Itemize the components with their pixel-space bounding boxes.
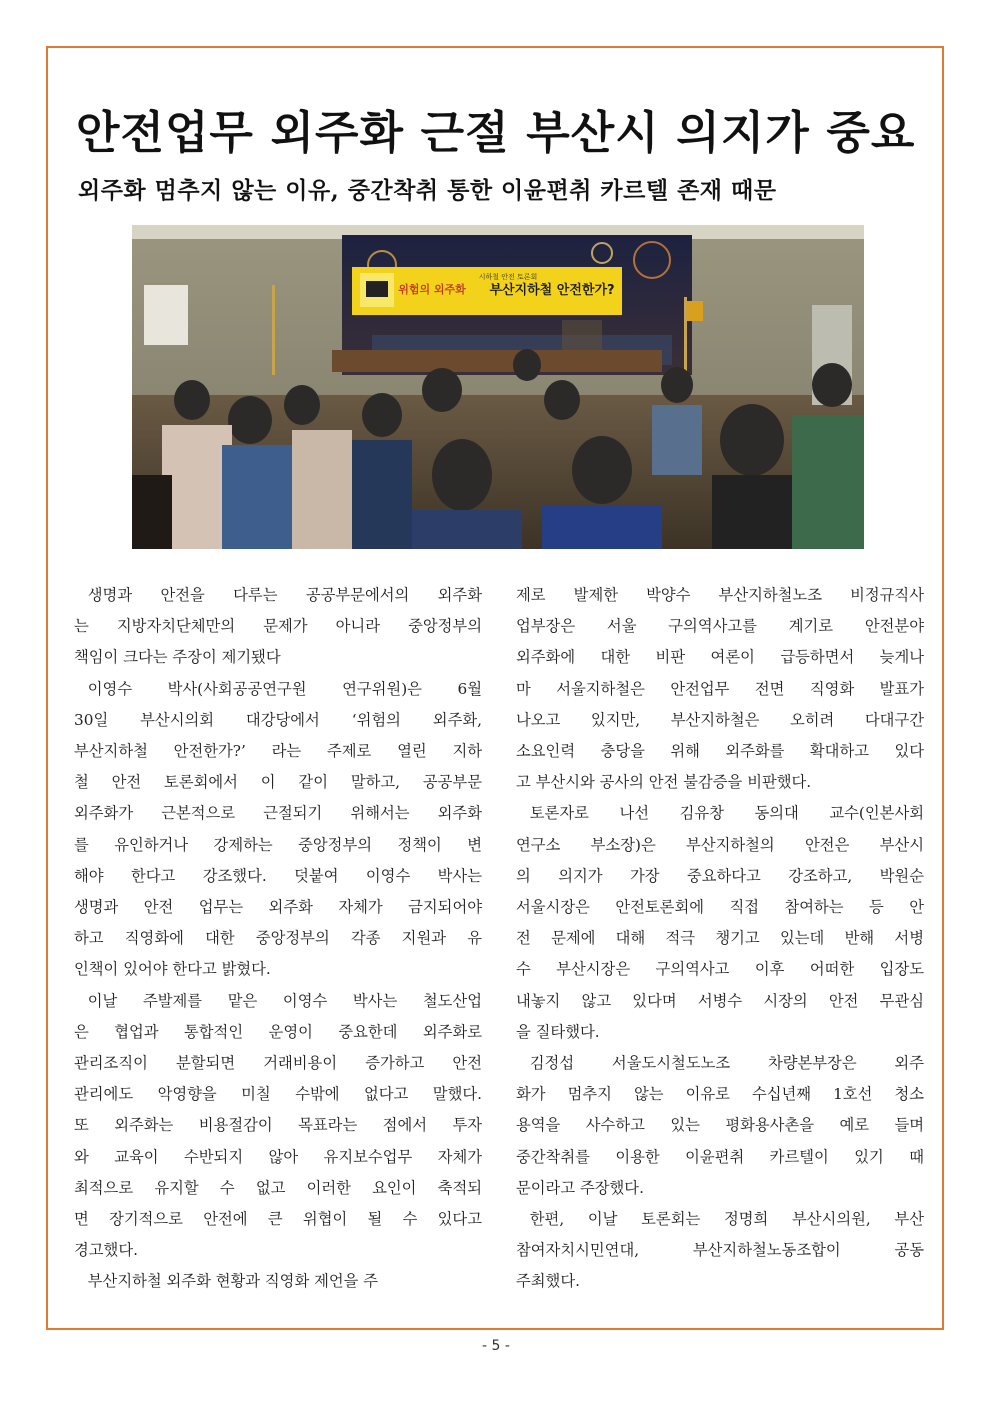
- text-line: 중간착취를 이용한 이윤편취 카르텔이 있기 때: [516, 1147, 924, 1166]
- text-line: 연구소 부소장)은 부산지하철의 안전은 부산시: [516, 835, 924, 854]
- text-line: 책임이 크다는 주장이 제기됐다: [74, 648, 281, 667]
- text-line: 는 지방자치단체만의 문제가 아니라 중앙정부의: [74, 617, 482, 636]
- text-line: 고 부산시와 공사의 안전 불감증을 비판했다.: [516, 773, 812, 792]
- text-line: 서울시장은 안전토론회에 직접 참여하는 등 안: [516, 898, 924, 917]
- body-column-left: [74, 580, 482, 1298]
- text-line: 소요인력 충당을 위해 외주화를 확대하고 있다: [516, 742, 924, 761]
- text-line: 와 교육이 수반되지 않아 유지보수업무 자체가: [74, 1147, 482, 1166]
- text-line: 부산지하철 안전한가?’ 라는 주제로 열린 지하: [74, 742, 482, 761]
- text-line: 주최했다.: [516, 1272, 580, 1291]
- text-line: 생명과 안전 업무는 외주화 자체가 금지되어야: [74, 898, 482, 917]
- text-line: 30일 부산시의회 대강당에서 ‘위험의 외주화,: [74, 710, 482, 729]
- text-line: 부산지하철 외주화 현황과 직영화 제언을 주: [87, 1272, 379, 1291]
- text-line: 화가 멈추지 않는 이유로 수십년째 1호선 청소: [516, 1085, 924, 1104]
- text-line: 은 협업과 통합적인 운영이 중요한데 외주화로: [74, 1022, 482, 1041]
- text-line: 관리조직이 분할되면 거래비용이 증가하고 안전: [74, 1054, 482, 1073]
- text-line: 용역을 사수하고 있는 평화용사촌을 예로 들며: [516, 1116, 924, 1135]
- text-line: 관리에도 악영향을 미칠 수밖에 없다고 말했다.: [74, 1085, 482, 1104]
- text-line: 참여자치시민연대, 부산지하철노동조합이 공동: [516, 1241, 924, 1260]
- text-line: 전 문제에 대해 적극 챙기고 있는데 반해 서병: [516, 929, 924, 948]
- text-line: 면 장기적으로 안전에 큰 위협이 될 수 있다고: [74, 1210, 482, 1229]
- text-line: 외주화에 대한 비판 여론이 급등하면서 늦게나: [516, 648, 924, 667]
- text-line: 수 부산시장은 구의역사고 이후 어떠한 입장도: [516, 960, 924, 979]
- text-line: 토론자로 나선 김유창 동의대 교수(인본사회: [529, 804, 924, 823]
- text-line: 문이라고 주장했다.: [516, 1178, 644, 1197]
- text-line: 철 안전 토론회에서 이 같이 말하고, 공공부문: [74, 773, 482, 792]
- text-line: 생명과 안전을 다루는 공공부문에서의 외주화: [87, 586, 482, 604]
- text-line: 의 의지가 가장 중요하다고 강조하고, 박원순: [516, 866, 924, 885]
- banner-small-text: 시하철 안전 토론회: [478, 273, 538, 281]
- text-line: 이영수 박사(사회공공연구원 연구위원)은 6월: [87, 679, 482, 698]
- banner-left-text: 위험의 외주화: [398, 283, 466, 296]
- text-line: 나오고 있지만, 부산지하철은 오히려 다대구간: [516, 710, 924, 729]
- text-line: 내놓지 않고 있다며 서병수 시장의 안전 무관심: [516, 991, 924, 1010]
- text-line: 한편, 이날 토론회는 정명희 부산시의원, 부산: [529, 1210, 924, 1229]
- forum-photo: [132, 225, 864, 549]
- text-line: 최적으로 유지할 수 없고 이러한 요인이 축적되: [74, 1178, 482, 1197]
- text-line: 해야 한다고 강조했다. 덧붙여 이영수 박사는: [74, 866, 482, 885]
- subheadline: 외주화 멈추지 않는 이유, 중간착취 통한 이윤편취 카르텔 존재 때문: [78, 177, 777, 205]
- text-line: 이날 주발제를 맡은 이영수 박사는 철도산업: [87, 991, 482, 1010]
- text-line: 외주화가 근본적으로 근절되기 위해서는 외주화: [74, 804, 482, 823]
- text-line: 인책이 있어야 한다고 밝혔다.: [74, 960, 271, 979]
- text-line: 경고했다.: [74, 1241, 138, 1260]
- banner-right-text: 부산지하철 안전한가?: [489, 283, 615, 298]
- body-column-right: [516, 580, 924, 1298]
- text-line: 업부장은 서울 구의역사고를 계기로 안전분야: [516, 617, 924, 636]
- text-line: 를 유인하거나 강제하는 중앙정부의 정책이 변: [74, 835, 482, 854]
- headline: 안전업무 외주화 근절 부산시 의지가 중요: [76, 106, 916, 160]
- text-line: 마 서울지하철은 안전업무 전면 직영화 발표가: [516, 679, 924, 698]
- page-number: - 5 -: [482, 1338, 510, 1354]
- text-line: 을 질타했다.: [516, 1022, 600, 1041]
- text-line: 하고 직영화에 대한 중앙정부의 각종 지원과 유: [74, 929, 482, 948]
- text-line: 제로 발제한 박양수 부산지하철노조 비정규직사: [516, 586, 924, 604]
- text-line: 김정섭 서울도시철도노조 차량본부장은 외주: [529, 1054, 924, 1073]
- text-line: 또 외주화는 비용절감이 목표라는 점에서 투자: [74, 1116, 482, 1135]
